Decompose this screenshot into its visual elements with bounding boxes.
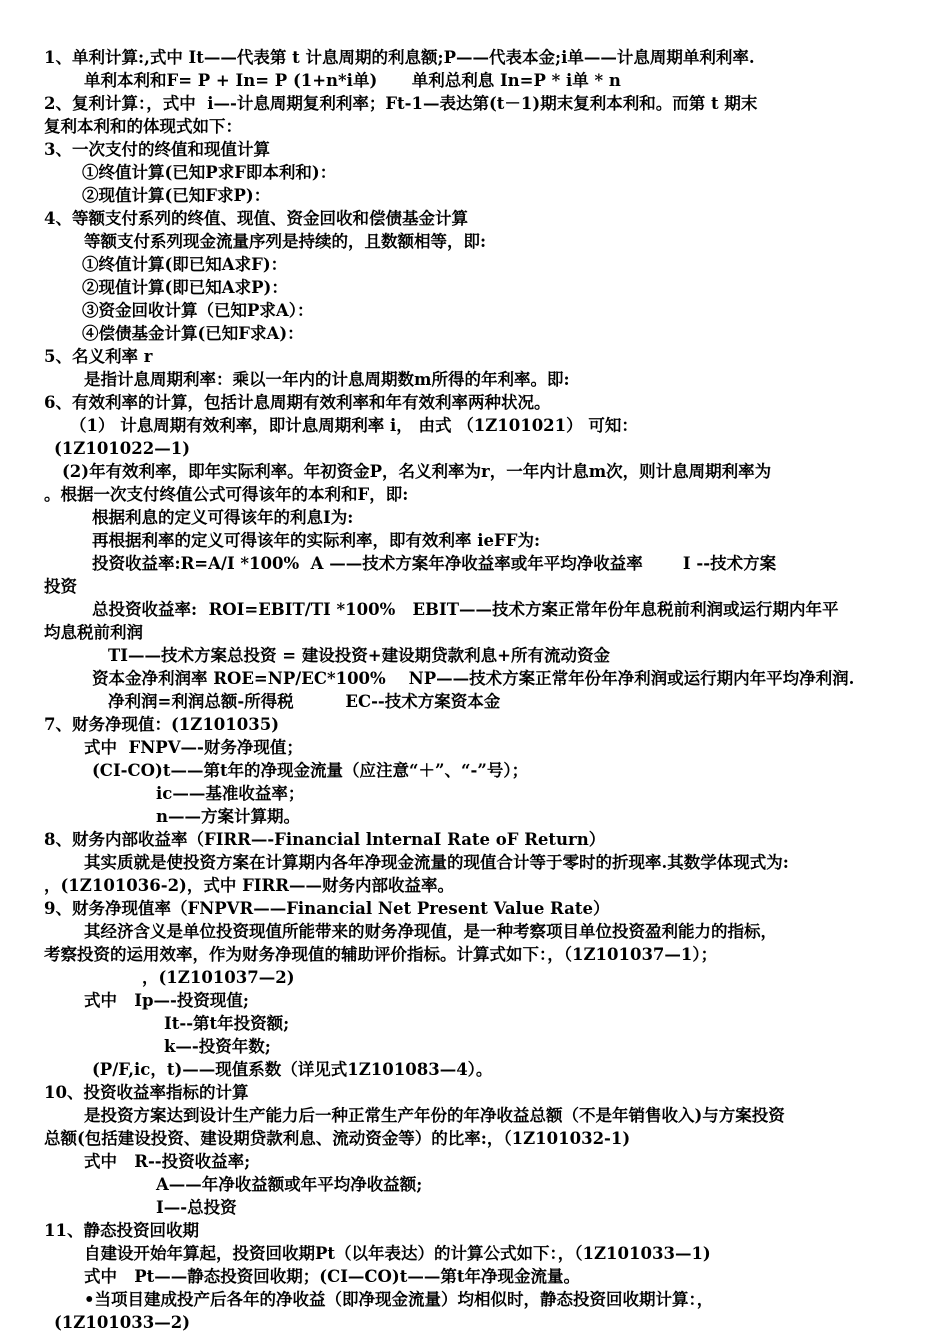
s3-item: ①终值计算(已知P求F即本利和)：	[82, 163, 337, 182]
s9-l1: 其经济含义是单位投资现值所能带来的财务净现值，是一种考察项目单位投资盈利能力的指标，	[84, 922, 777, 941]
s9-title: 9、财务净现值率（FNPVR——Financial Net Present Value Rate）	[44, 899, 610, 918]
s7-l2: (CI-CO)t——第t年的净现金流量（应注意“＋”、“-”号）；	[92, 761, 529, 780]
s9-l5: It--第t年投资额;	[164, 1014, 290, 1033]
s10-l2: 总额(包括建设投资、建设期贷款利息、流动资金等）的比率:，（1Z101032-1)	[44, 1129, 631, 1148]
s6-l8: 投资	[44, 577, 77, 596]
s10-l5: I—-总投资	[156, 1198, 237, 1217]
s4-intro: 等额支付系列现金流量序列是持续的，且数额相等，即:	[84, 232, 487, 251]
s4-item: ③资金回收计算（已知P求A）：	[82, 301, 314, 320]
s6-l12: 资本金净利润率 ROE=NP/EC*100% NP——技术方案正常年份年净利润或运行期内年平均净利润.	[92, 669, 855, 688]
s11-l3: •当项目建成投产后各年的净收益（即净现金流量）均相似时，静态投资回收期计算：，	[84, 1290, 714, 1309]
s6-l6: 再根据利率的定义可得该年的实际利率，即有效利率 ieFF为:	[92, 531, 541, 550]
s10-l3: 式中 R--投资收益率;	[84, 1152, 251, 1171]
s6-l5: 根据利息的定义可得该年的利息I为:	[92, 508, 354, 527]
s6-l7: 投资收益率:R=A/I *100% A ——技术方案年净收益率或年平均净收益率 I --技术方案	[92, 554, 777, 573]
s6-l9: 总投资收益率: ROI=EBIT/TI *100% EBIT——技术方案正常年份年息税前利润或运行期内年平	[92, 600, 839, 619]
s2-line1: 2、复利计算：，式中 i—-计息周期复利利率；Ft-1—表达第(t－1)期末复利本利和。而第 t 期末	[44, 94, 758, 113]
s6-l3: (2)年有效利率，即年实际利率。年初资金P，名义利率为r，一年内计息m次，则计息周期利率为	[62, 462, 772, 481]
s6-l1: （1） 计息周期有效利率，即计息周期利率 i， 由式 （1Z101021） 可知：	[70, 416, 638, 435]
s5-text: 是指计息周期利率：乘以一年内的计息周期数m所得的年利率。即:	[84, 370, 570, 389]
s6-l2: (1Z101022—1)	[54, 439, 191, 458]
s11-l2: 式中 Pt——静态投资回收期；(CI—CO)t——第t年净现金流量。	[84, 1267, 580, 1286]
s6-title: 6、有效利率的计算，包括计息周期有效利率和年有效利率两种状况。	[44, 393, 551, 412]
s9-l2: 考察投资的运用效率，作为财务净现值的辅助评价指标。计算式如下：，（1Z101037—1）；	[44, 945, 718, 964]
s7-l4: n——方案计算期。	[156, 807, 300, 826]
s7-l1: 式中 FNPV—-财务净现值；	[84, 738, 303, 757]
s9-l4: 式中 Ip—-投资现值;	[84, 991, 249, 1010]
s10-l4: A——年净收益额或年平均净收益额;	[156, 1175, 423, 1194]
s10-l1: 是投资方案达到设计生产能力后一种正常生产年份的年净收益总额（不是年销售收入)与方案投资	[84, 1106, 785, 1125]
s6-l4: 。根据一次支付终值公式可得该年的本利和F，即:	[44, 485, 409, 504]
s11-l1: 自建设开始年算起，投资回收期Pt（以年表达）的计算公式如下：，（1Z101033—1)	[84, 1244, 711, 1263]
s6-l13: 净利润=利润总额-所得税 EC--技术方案资本金	[108, 692, 501, 711]
s4-item: ②现值计算(即已知A求P)：	[82, 278, 288, 297]
s1-line2: 单利本利和F= P + In= P (1+n*i单) 单利总利息 In=P * i单 * n	[84, 71, 621, 90]
s9-l6: k—-投资年数;	[164, 1037, 271, 1056]
s2-line2: 复利本利和的体现式如下：	[44, 117, 242, 136]
s11-l4: (1Z101033—2)	[54, 1313, 191, 1332]
s6-l10: 均息税前利润	[44, 623, 143, 642]
s6-l11: TI——技术方案总投资 = 建设投资+建设期贷款利息+所有流动资金	[108, 646, 610, 665]
s1-line1: 1、单利计算:,式中 It——代表第 t 计息周期的利息额;P——代表本金;i单——计息周期单利利率.	[44, 48, 755, 67]
s9-l7: (P/F,ic，t)——现值系数（详见式1Z101083—4）。	[92, 1060, 493, 1079]
s5-title: 5、名义利率 r	[44, 347, 153, 366]
s11-title: 11、静态投资回收期	[44, 1221, 199, 1240]
s7-title: 7、财务净现值：(1Z101035)	[44, 715, 280, 734]
s3-title: 3、一次支付的终值和现值计算	[44, 140, 270, 159]
s4-item: ④偿债基金计算(已知F求A)：	[82, 324, 304, 343]
s9-l3: ，(1Z101037—2)	[142, 968, 295, 987]
s8-l1: 其实质就是使投资方案在计算期内各年净现金流量的现值合计等于零时的折现率.其数学体现式为:	[84, 853, 789, 872]
s8-title: 8、财务内部收益率（FIRR—-Financial lnternaI Rate oF Return）	[44, 830, 606, 849]
s7-l3: ic——基准收益率；	[156, 784, 305, 803]
s4-item: ①终值计算(即已知A求F)：	[82, 255, 288, 274]
s8-l2: ，(1Z101036-2)，式中 FIRR——财务内部收益率。	[44, 876, 454, 895]
s3-item: ②现值计算(已知F求P)：	[82, 186, 271, 205]
s10-title: 10、投资收益率指标的计算	[44, 1083, 249, 1102]
s4-title: 4、等额支付系列的终值、现值、资金回收和偿债基金计算	[44, 209, 468, 228]
